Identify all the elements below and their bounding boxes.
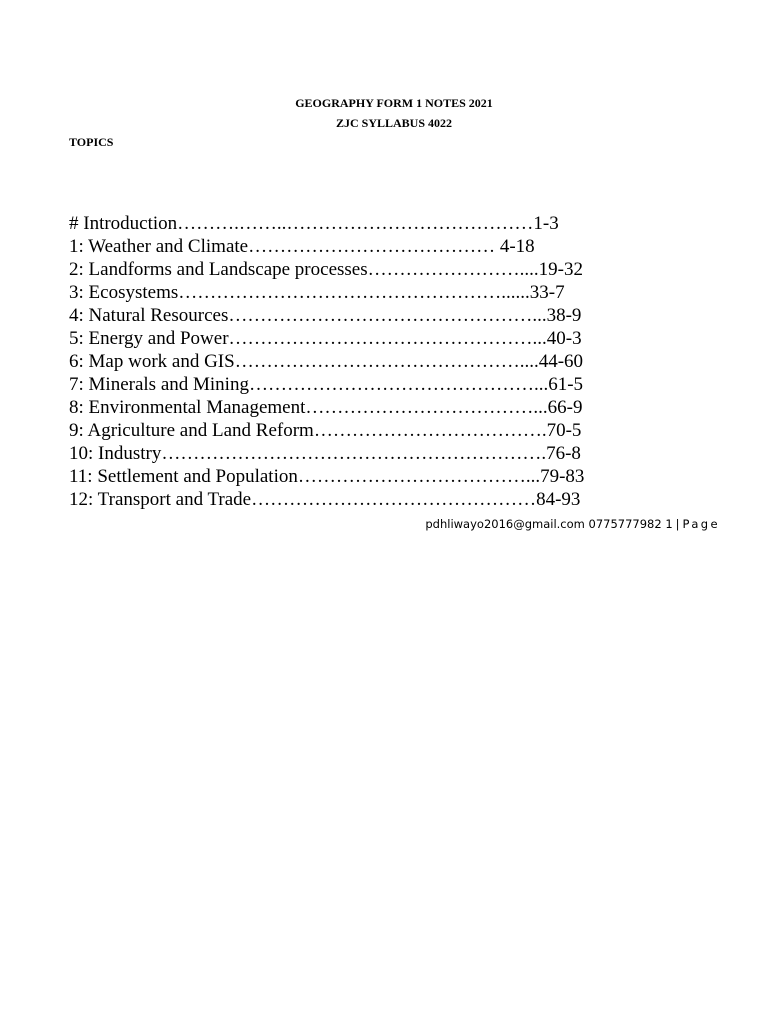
toc-entry-settlement-and-population: 11: Settlement and Population………………………………...79-83 bbox=[69, 466, 585, 487]
table-of-contents bbox=[69, 212, 584, 511]
toc-entry-introduction: # Introduction……….……..…………………………………1-3 bbox=[69, 213, 559, 234]
footer-separator: | bbox=[675, 517, 680, 531]
footer-contact: pdhliwayo2016@gmail.com 0775777982 1 bbox=[425, 517, 673, 531]
toc-entry-agriculture-and-land-reform: 9: Agriculture and Land Reform……………………………….70-5 bbox=[69, 420, 582, 441]
document-subtitle: ZJC SYLLABUS 4022 bbox=[335, 116, 453, 130]
toc-entry-map-work-and-gis: 6: Map work and GIS………………………………………....44-60 bbox=[69, 351, 584, 372]
toc-entry-weather-and-climate: 1: Weather and Climate………………………………… 4-18 bbox=[69, 236, 535, 257]
toc-entry-landforms: 2: Landforms and Landscape processes……………………....19-32 bbox=[69, 259, 583, 280]
toc-entry-minerals-and-mining: 7: Minerals and Mining………………………………………...61-5 bbox=[69, 374, 584, 395]
toc-entry-natural-resources: 4: Natural Resources…………………………………………...38-9 bbox=[69, 305, 582, 326]
toc-entry-environmental-management: 8: Environmental Management………………………………...66-9 bbox=[69, 397, 583, 418]
toc-entry-industry: 10: Industry…………………………………………………….76-8 bbox=[69, 443, 581, 464]
footer-page-word: Page bbox=[682, 517, 720, 531]
toc-entry-transport-and-trade: 12: Transport and Trade………………………………………84-93 bbox=[69, 489, 581, 510]
topics-heading: TOPICS bbox=[69, 135, 114, 149]
toc-entry-ecosystems: 3: Ecosystems……………………………………………......33-7 bbox=[69, 282, 565, 303]
toc-entry-energy-and-power: 5: Energy and Power…………………………………………...40-3 bbox=[69, 328, 582, 349]
page-footer bbox=[425, 517, 720, 531]
document-title: GEOGRAPHY FORM 1 NOTES 2021 bbox=[295, 96, 493, 110]
